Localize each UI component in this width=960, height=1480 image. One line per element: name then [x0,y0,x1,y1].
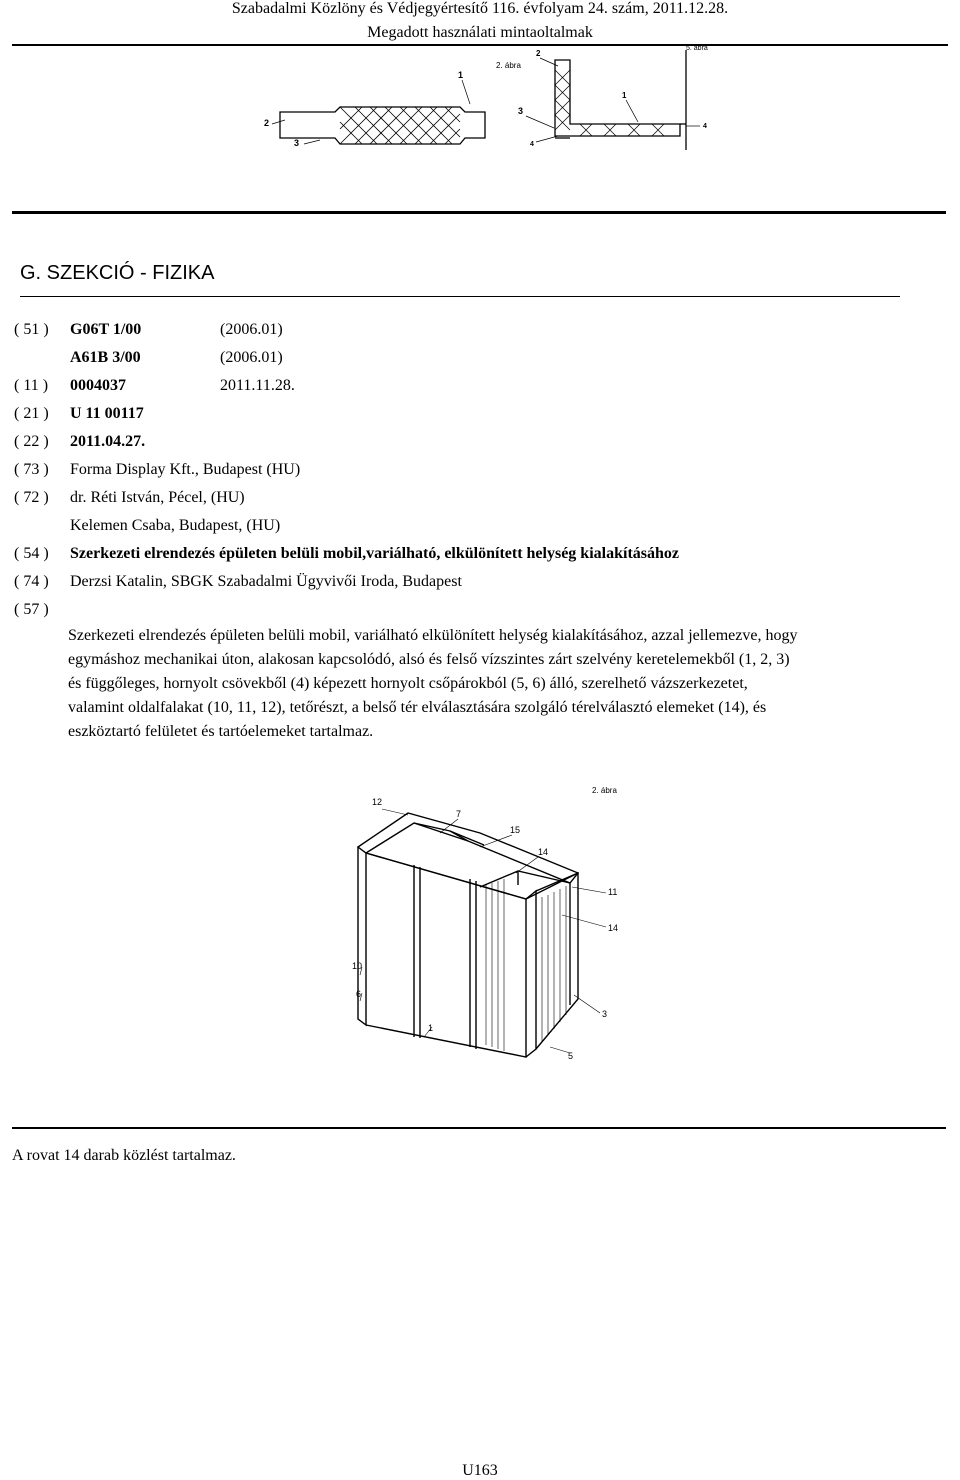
fig-left-num-3: 3 [294,138,300,148]
inventor: dr. Réti István, Pécel, (HU) [70,489,245,506]
label-11: 11 [608,887,618,897]
section-title: G. SZEKCIÓ - FIZIKA [20,262,215,284]
label-15: 15 [510,825,521,835]
ipc-class: G06T 1/00 [70,321,142,338]
fig-right-num-3: 3 [518,106,524,116]
filing-date: 2011.04.27. [70,433,146,450]
application-number: U 11 00117 [70,405,144,422]
inid-code: ( 22 ) [14,433,49,450]
cross-section-figure [240,40,720,160]
abstract [68,624,908,744]
abstract-line: és függőleges, hornyolt csövekből (4) képezett hornyolt csőpárokból (5, 6) álló, szerelhető vázszerkezetet, [68,675,748,692]
label-1: 1 [428,1023,434,1033]
owner: Forma Display Kft., Budapest (HU) [70,461,301,478]
fig-left-label: 2. ábra [496,61,521,70]
registration-date: 2011.11.28. [220,377,295,394]
page-number: U163 [462,1462,498,1479]
figure2-title: 2. ábra [592,786,617,795]
inid-code: ( 57 ) [14,601,49,618]
profile-right-drawing [555,50,686,150]
fig-right-num-4a: 4 [703,123,707,130]
label-12: 12 [372,797,383,807]
inid-code: ( 73 ) [14,461,49,478]
fig-left-num-1: 1 [458,70,464,80]
label-10: 10 [352,961,363,971]
section-subheader: Megadott használati mintaoltalmak [367,24,593,41]
cabinet-figure [330,775,650,1065]
label-6: 6 [356,989,362,999]
section-count-note: A rovat 14 darab közlést tartalmaz. [12,1147,236,1164]
fig-right-num-1: 1 [622,91,627,100]
abstract-line: eszköztartó felületet és tartóelemeket tartalmaz. [68,723,374,740]
abstract-line: egymáshoz mechanikai úton, alakosan kapcsolódó, alsó és felső vízszintes zárt szelvény keretelemekből (1, 2, 3) [68,651,790,668]
ipc-class: A61B 3/00 [70,349,141,366]
inid-code: ( 54 ) [14,545,49,562]
fig-right-label: 5. ábra [686,45,708,52]
inid-code: ( 11 ) [14,377,49,394]
profile-right-hatch [555,70,664,136]
section-underline [20,296,900,297]
figure-leader-lines [360,809,606,1053]
fig-right-num-4b: 4 [530,141,534,148]
label-7: 7 [456,809,462,819]
label-3: 3 [602,1009,608,1019]
inid-code: ( 72 ) [14,489,49,506]
profile-left-drawing [280,107,485,144]
inid-code: ( 21 ) [14,405,49,422]
journal-header: Szabadalmi Közlöny és Védjegyértesítő 116. évfolyam 24. szám, 2011.12.28. [231,0,729,17]
label-5: 5 [568,1051,574,1061]
representative: Derzsi Katalin, SBGK Szabadalmi Ügyvivői Iroda, Budapest [70,573,462,590]
title: Szerkezeti elrendezés épületen belüli mobil,variálható, elkülönített helység kialakításához [70,545,679,562]
abstract-line: Szerkezeti elrendezés épületen belüli mobil, variálható elkülönített helység kialakításához, azzal jellemezve, hogy [68,627,798,644]
label-14a: 14 [538,847,549,857]
ipc-version: (2006.01) [220,349,283,366]
figure-separator-rule [12,211,946,214]
inid-code: ( 51 ) [14,321,49,338]
abstract-line: valamint oldalfalakat (10, 11, 12), tetőrészt, a belső tér elválasztására szolgáló térelválasztó elemeket (14), és [68,699,767,716]
inid-code: ( 74 ) [14,573,49,590]
inventor: Kelemen Csaba, Budapest, (HU) [70,517,281,534]
label-14b: 14 [608,923,619,933]
profile-left-hatch [340,107,460,144]
fig-right-num-2: 2 [536,49,541,58]
footer-rule [12,1127,946,1129]
leader-lines-right [526,58,700,142]
registration-number: 0004037 [70,377,126,394]
ipc-version: (2006.01) [220,321,283,338]
fig-left-num-2: 2 [264,118,270,128]
